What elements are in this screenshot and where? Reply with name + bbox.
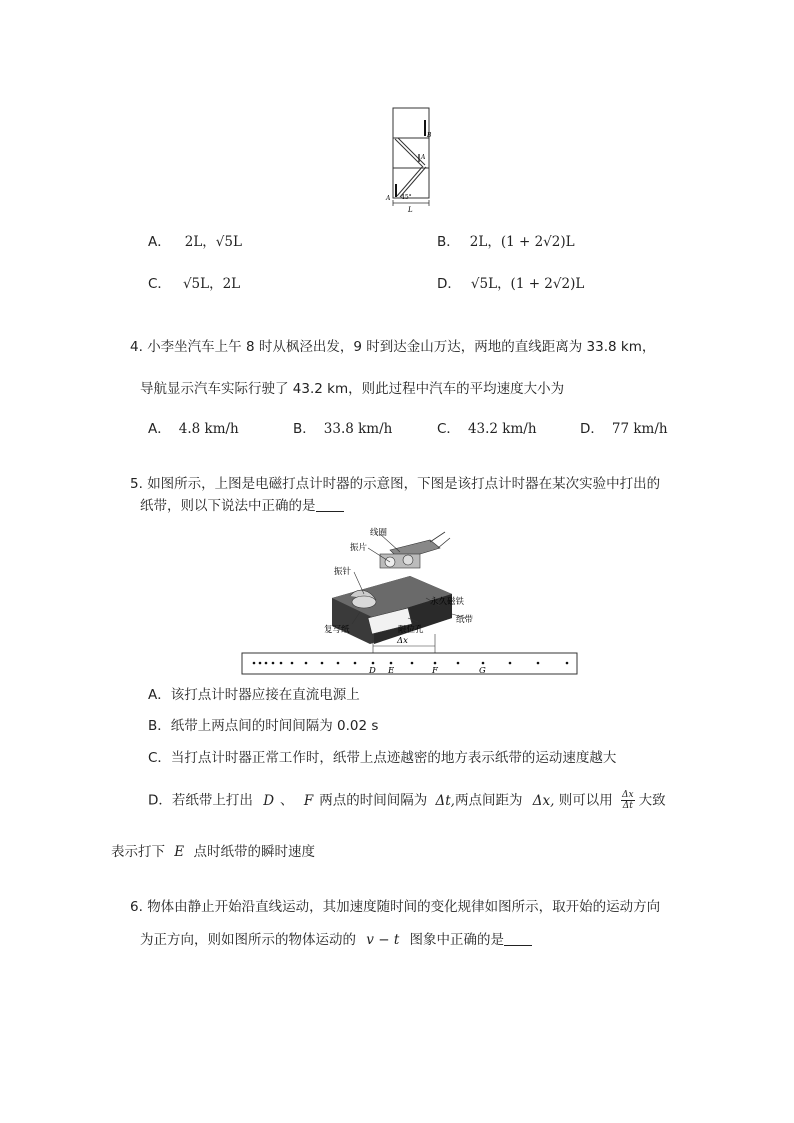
q5-option-d[interactable]: D．若纸带上打出 D 、 F 两点的时间间隔为 Δt,两点间距为 Δx, 则可以用 $\frac{\Delta x}{\Delta t}$ 大致 xyxy=(148,790,666,811)
q6-stem-line2: 为正方向，则如图所示的物体运动的 v − t 图象中正确的是 xyxy=(140,931,532,949)
label-a-mid: A xyxy=(421,154,426,161)
q5-option-b[interactable]: B．纸带上两点间的时间间隔为 0.02 s xyxy=(148,718,379,734)
q5-option-c[interactable]: C．当打点计时器正常工作时，纸带上点迹越密的地方表示纸带的运动速度越大 xyxy=(148,750,617,766)
q3-figure xyxy=(385,106,440,214)
q4-option-a[interactable]: A． 4.8 km/h xyxy=(148,421,239,437)
label-vibrating-needle: 振针 xyxy=(334,567,352,577)
label-b: B xyxy=(427,132,432,139)
label-tape: 纸带 xyxy=(456,615,474,625)
q3-option-d[interactable]: D． √5L，(1 + 2√2)L xyxy=(437,276,585,292)
point-d: D xyxy=(369,666,376,676)
q5-option-a[interactable]: A．该打点计时器应接在直流电源上 xyxy=(148,687,360,703)
label-delta-x: Δx xyxy=(397,636,408,646)
label-carbon-paper: 复写纸 xyxy=(324,625,350,635)
label-a: A xyxy=(386,195,391,202)
fraction-dx-dt: $\frac{\Delta x}{\Delta t}$ xyxy=(622,790,634,811)
q4-option-c[interactable]: C． 43.2 km/h xyxy=(437,421,537,437)
q3-option-b[interactable]: B． 2L，(1 + 2√2)L xyxy=(437,234,575,250)
point-g: G xyxy=(479,666,486,676)
angle-label: 45° xyxy=(401,194,412,201)
q5-stem-line2: 纸带，则以下说法中正确的是 xyxy=(140,497,344,515)
q4-stem-line2: 导航显示汽车实际行驶了 43.2 km，则此过程中汽车的平均速度大小为 xyxy=(140,381,565,397)
q3-option-c[interactable]: C． √5L，2L xyxy=(148,276,241,292)
q5-stem-line1: 5. 如图所示，上图是电磁打点计时器的示意图，下图是该打点计时器在某次实验中打出的 xyxy=(130,476,661,492)
answer-blank[interactable] xyxy=(504,931,532,946)
label-coil: 线圈 xyxy=(370,528,388,538)
label-vibrating-plate: 振片 xyxy=(350,543,368,553)
label-magnet: 永久磁铁 xyxy=(430,597,465,607)
q3-option-a[interactable]: A． 2L，√5L xyxy=(148,234,242,250)
q4-option-b[interactable]: B． 33.8 km/h xyxy=(293,421,393,437)
answer-blank[interactable] xyxy=(316,497,344,512)
q5-option-d-line2: 表示打下 E 点时纸带的瞬时速度 xyxy=(111,844,315,860)
q6-stem-line1: 6. 物体由静止开始沿直线运动，其加速度随时间的变化规律如图所示，取开始的运动方向 xyxy=(130,899,661,915)
q4-option-d[interactable]: D． 77 km/h xyxy=(580,421,668,437)
label-limit-hole: 限位孔 xyxy=(398,625,424,635)
length-label: L xyxy=(408,206,413,214)
point-f: F xyxy=(432,666,438,676)
point-e: E xyxy=(388,666,395,676)
q5-figure xyxy=(240,526,580,680)
q4-stem-line1: 4. 小李坐汽车上午 8 时从枫泾出发，9 时到达金山万达，两地的直线距离为 33.8 km， xyxy=(130,339,656,355)
